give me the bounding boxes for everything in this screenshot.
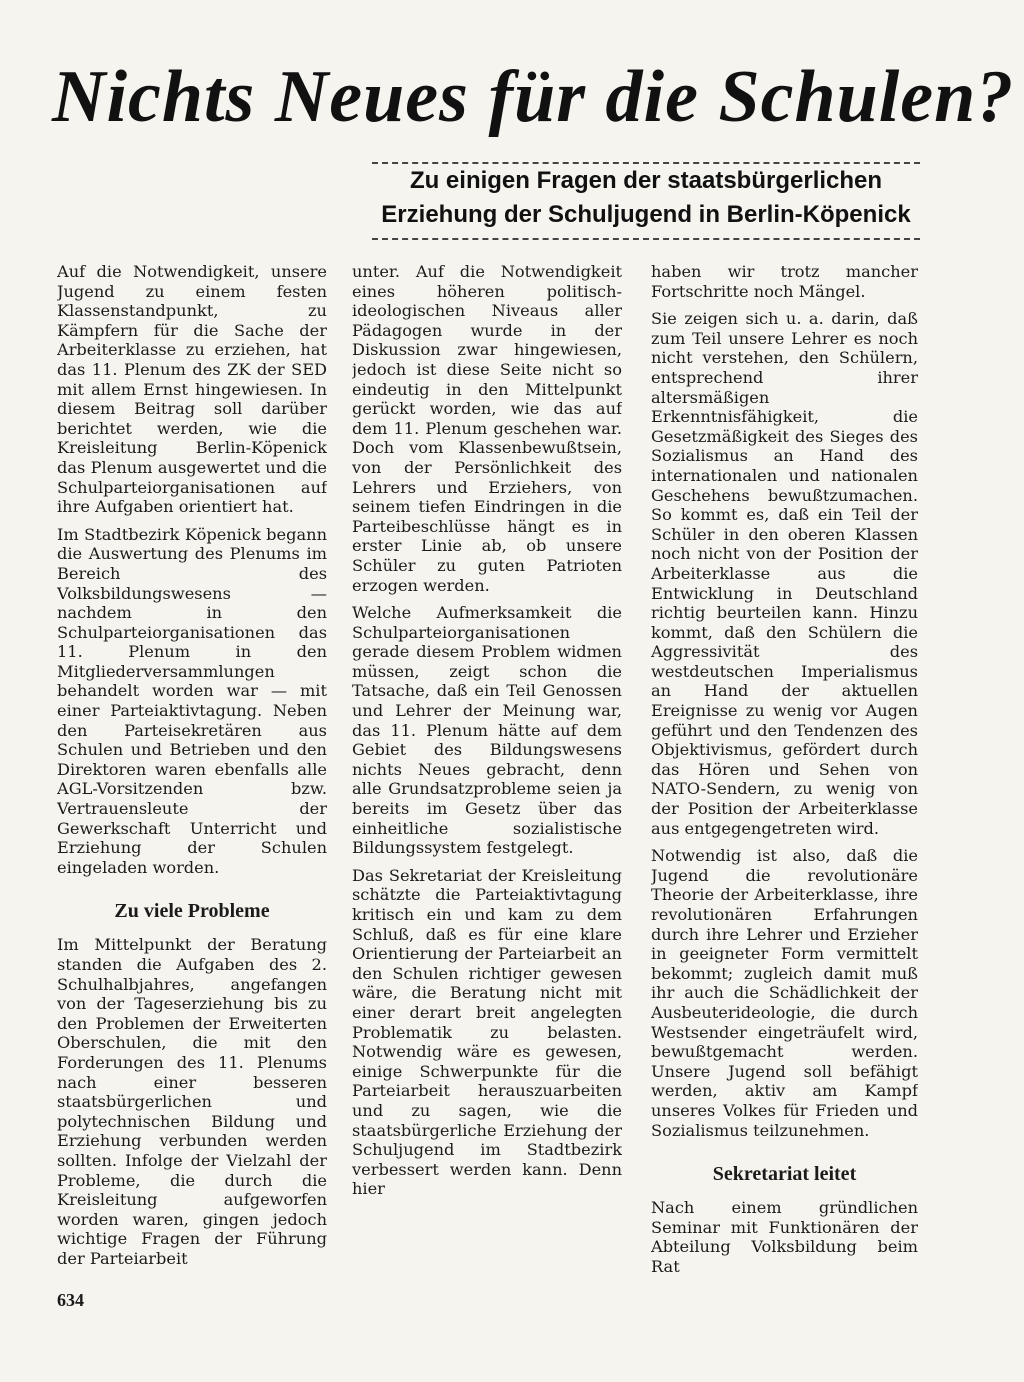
- text-column-3: [651, 262, 918, 1282]
- text-column-2: [352, 262, 622, 1282]
- paragraph: Sie zeigen sich u. a. darin, daß zum Teil unsere Lehrer es noch nicht verstehen, den Schülern, entsprechend ihrer altersmäßigen Erkenntnisfähigkeit, die Gesetzmäßigkeit des Sieges des Sozialismus an Hand des internationalen und nationalen Geschehens bewußtzumachen. So kommt es, daß ein Teil der Schüler in den oberen Klassen noch nicht von der Position der Arbeiterklasse aus die Entwicklung in Deutschland richtig beurteilen kann. Hinzu kommt, daß den Schülern die Aggressivität des westdeutschen Imperialismus an Hand der aktuellen Ereignisse zu wenig vor Augen geführt und den Tendenzen des Objektivismus, gefördert durch das Hören und Sehen von NATO-Sendern, zu wenig von der Position der Arbeiterklasse aus entgegengetreten wird.: [651, 309, 918, 838]
- text-column-1: [57, 262, 327, 1282]
- headline: Nichts Neues für die Schulen?: [52, 56, 1015, 138]
- paragraph: Auf die Notwendigkeit, unsere Jugend zu einem festen Klassenstandpunkt, zu Kämpfern für die Sache der Arbeiterklasse zu erziehen, hat das 11. Plenum des ZK der SED mit allem Ernst hingewiesen. In diesem Beitrag soll darüber berichtet werden, wie die Kreisleitung Berlin-Köpenick das Plenum ausgewertet und die Schulparteiorganisationen auf ihre Aufgaben orientiert hat.: [57, 262, 327, 517]
- paragraph: Im Stadtbezirk Köpenick begann die Auswertung des Plenums im Bereich des Volksbildungswesens — nachdem in den Schulparteiorganisationen das 11. Plenum in den Mitgliederversammlungen behandelt worden war — mit einer Parteiaktivtagung. Neben den Parteisekretären aus Schulen und Betrieben und den Direktoren waren ebenfalls alle AGL-Vorsitzenden bzw. Vertrauensleute der Gewerkschaft Unterricht und Erziehung der Schulen eingeladen worden.: [57, 524, 327, 877]
- subheadline-line-1: Zu einigen Fragen der staatsbürgerlichen: [409, 167, 883, 194]
- subheadline-line-2: Erziehung der Schuljugend in Berlin-Köpenick: [381, 201, 911, 228]
- subheadline: [372, 164, 920, 232]
- page-number: 634: [57, 1290, 84, 1310]
- section-heading-sekretariat-leitet: Sekretariat leitet: [712, 1163, 857, 1186]
- paragraph: Das Sekretariat der Kreisleitung schätzte die Parteiaktivtagung kritisch ein und kam zu dem Schluß, daß es für eine klare Orientierung der Parteiarbeit an den Schulen richtiger gewesen wäre, die Beratung nicht mit einer derart breit angelegten Problematik zu belasten. Notwendig wäre es gewesen, einige Schwerpunkte für die Parteiarbeit herauszuarbeiten und zu sagen, wie die staatsbürgerliche Erziehung der Schuljugend im Stadtbezirk verbessert werden kann. Denn hier: [352, 865, 622, 1199]
- section-heading-zu-viele-probleme: Zu viele Probleme: [114, 900, 270, 923]
- subheadline-rule-bottom: [372, 238, 920, 240]
- paragraph: Nach einem gründlichen Seminar mit Funktionären der Abteilung Volksbildung beim Rat: [651, 1198, 918, 1276]
- paragraph: Welche Aufmerksamkeit die Schulparteiorganisationen gerade diesem Problem widmen müssen, zeigt schon die Tatsache, daß ein Teil Genossen und Lehrer der Meinung war, das 11. Plenum hätte auf dem Gebiet des Bildungswesens nichts Neues gebracht, denn alle Grundsatzprobleme seien ja bereits im Gesetz über das einheitliche sozialistische Bildungssystem festgelegt.: [352, 603, 622, 858]
- paragraph: unter. Auf die Notwendigkeit eines höheren politisch-ideologischen Niveaus aller Pädagogen wurde in der Diskussion zwar hingewiesen, jedoch ist diese Seite nicht so eindeutig in den Mittelpunkt gerückt worden, wie das auf dem 11. Plenum geschehen war. Doch vom Klassenbewußtsein, von der Persönlichkeit des Lehrers und Erziehers, von seinem tiefen Eindringen in die Parteibeschlüsse hängt es in erster Linie ab, ob unsere Schüler zu guten Patrioten erzogen werden.: [352, 262, 622, 595]
- paragraph: Im Mittelpunkt der Beratung standen die Aufgaben des 2. Schulhalbjahres, angefangen von der Tageserziehung bis zu den Problemen der Erweiterten Oberschulen, die mit den Forderungen des 11. Plenums nach einer besseren staatsbürgerlichen und polytechnischen Bildung und Erziehung verbunden werden sollten. Infolge der Vielzahl der Probleme, die durch die Kreisleitung aufgeworfen worden waren, gingen jedoch wichtige Fragen der Führung der Parteiarbeit: [57, 935, 327, 1268]
- paragraph: haben wir trotz mancher Fortschritte noch Mängel.: [651, 262, 918, 301]
- paragraph: Notwendig ist also, daß die Jugend die revolutionäre Theorie der Arbeiterklasse, ihre revolutionären Erfahrungen durch ihre Lehrer und Erzieher in geeigneter Form vermittelt bekommt; zugleich damit muß ihr auch die Schädlichkeit der Ausbeuterideologie, die durch Westsender eingeträufelt wird, bewußtgemacht werden. Unsere Jugend soll befähigt werden, aktiv am Kampf unseres Volkes für Frieden und Sozialismus teilzunehmen.: [651, 846, 918, 1140]
